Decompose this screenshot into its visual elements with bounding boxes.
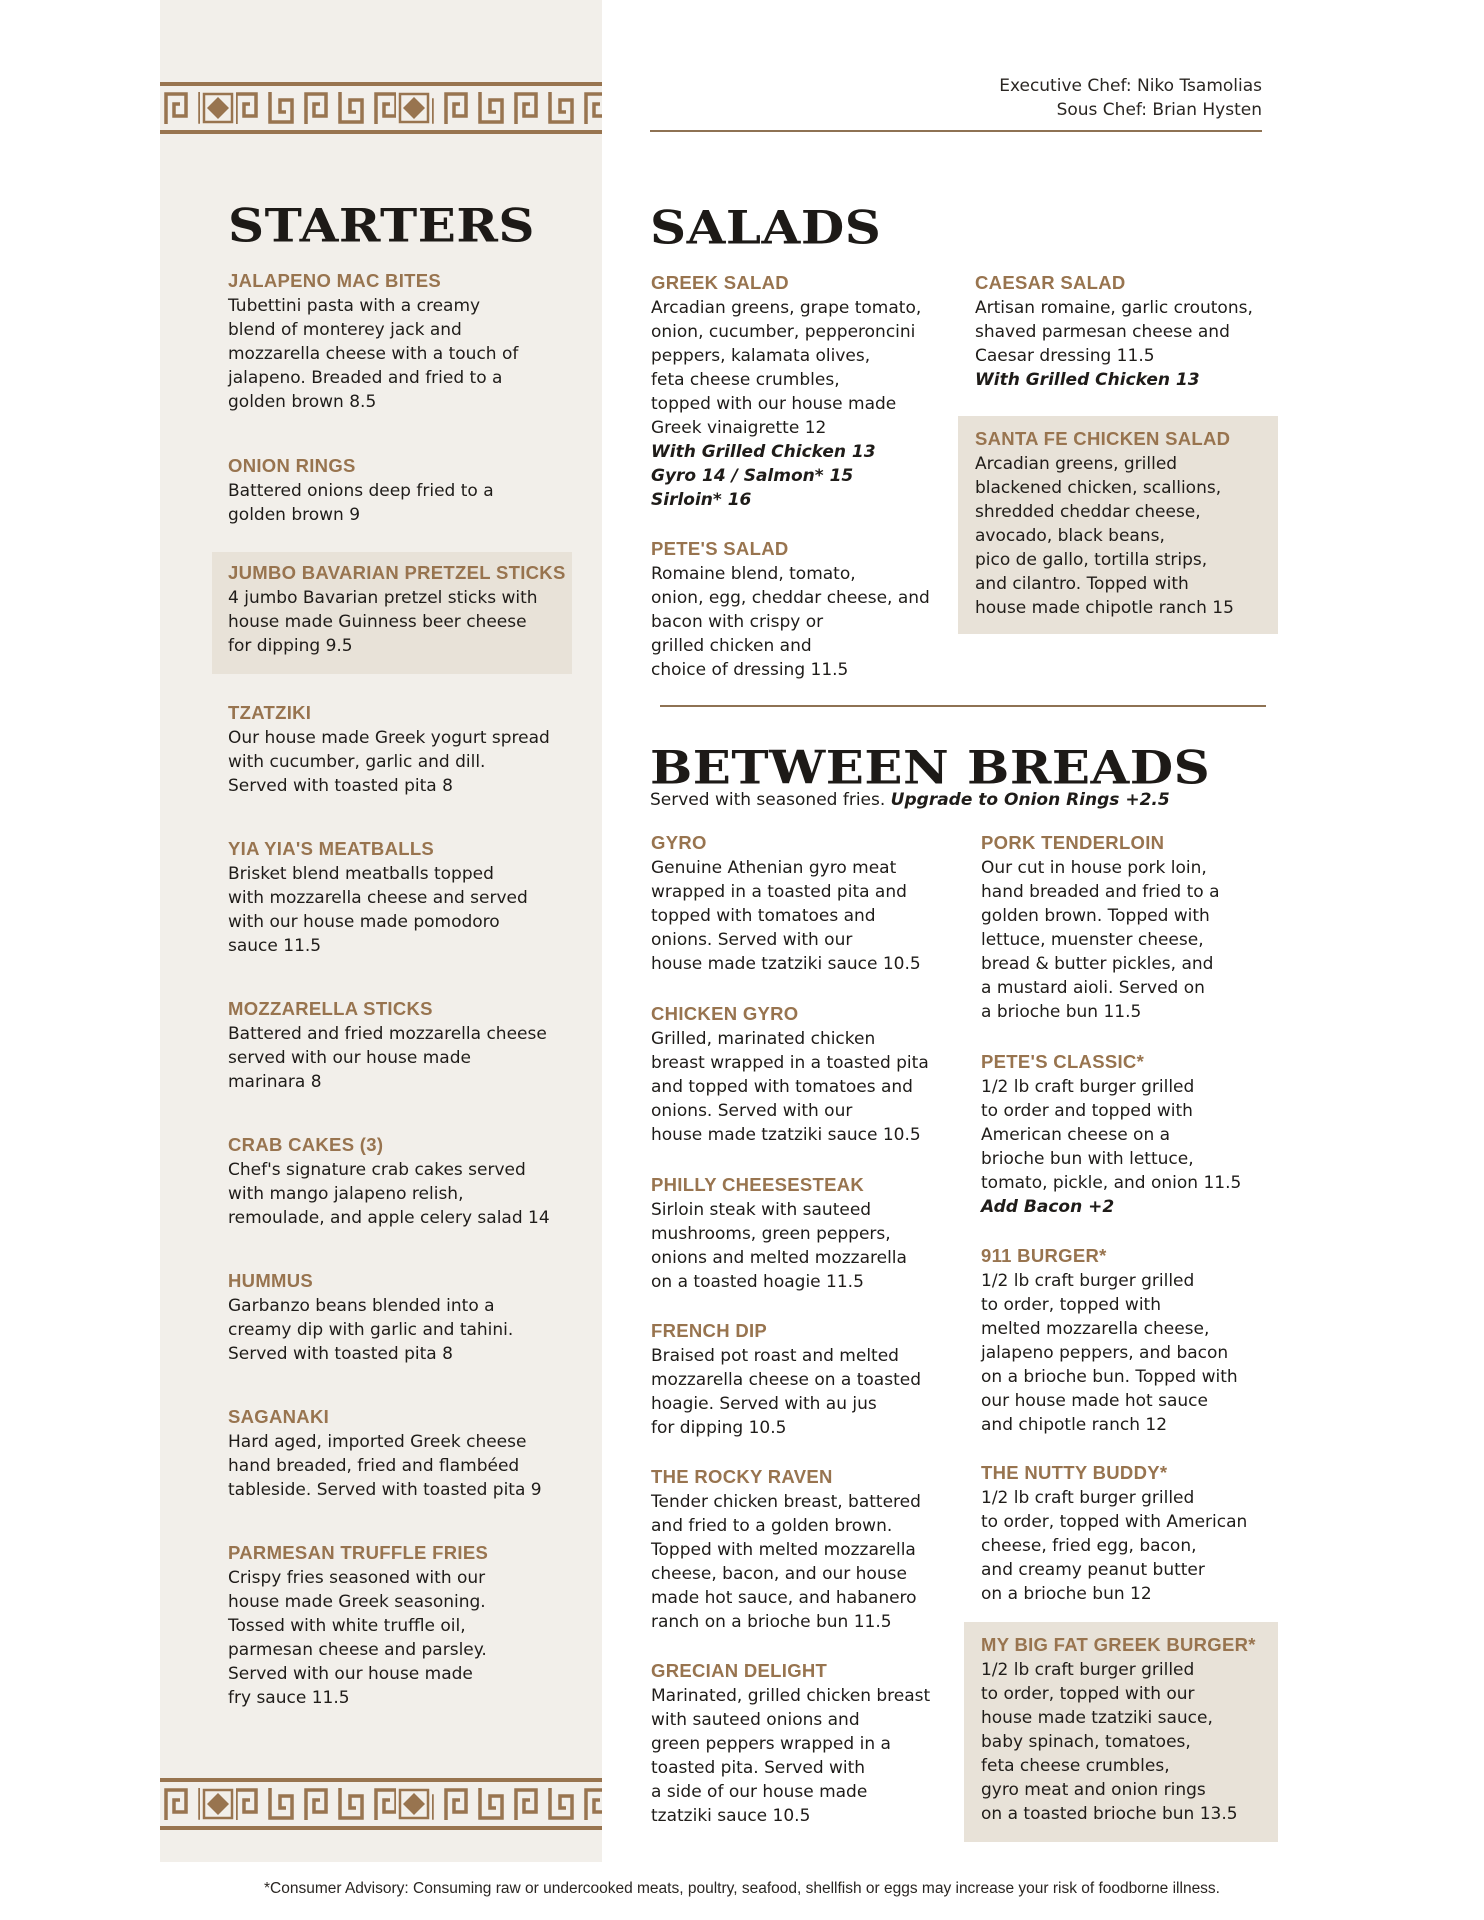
item-name: GYRO (651, 832, 707, 853)
item-name: PHILLY CHEESESTEAK (651, 1174, 865, 1195)
item-name: CAESAR SALAD (975, 272, 1126, 293)
item-description: Artisan romaine, garlic croutons, shaved parmesan cheese and Caesar dressing 11.5 (975, 298, 1253, 366)
item-name: THE ROCKY RAVEN (651, 1466, 833, 1487)
executive-chef: Executive Chef: Niko Tsamolias (999, 76, 1262, 96)
item-addons: Add Bacon +2 (981, 1197, 1115, 1217)
menu-item (228, 998, 588, 1094)
menu-item (651, 832, 961, 976)
item-name: ONION RINGS (228, 455, 356, 476)
item-name: 911 BURGER* (981, 1245, 1107, 1266)
item-name: MY BIG FAT GREEK BURGER* (981, 1634, 1256, 1655)
menu-item (228, 838, 588, 958)
menu-item-featured (958, 416, 1278, 634)
item-description: 1/2 lb craft burger grilled to order, topped with our house made tzatziki sauce, baby spinach, tomatoes, feta cheese crumbles, gyro meat and onion rings on a toasted brioche bun 13.5 (981, 1660, 1238, 1824)
greek-key-border-top (160, 82, 602, 134)
item-description: Genuine Athenian gyro meat wrapped in a toasted pita and topped with tomatoes and onions. Served with our house made tzatziki sauce 10.5 (651, 858, 921, 974)
item-description: 4 jumbo Bavarian pretzel sticks with house made Guinness beer cheese for dipping 9.5 (228, 588, 538, 656)
item-description: Tender chicken breast, battered and fried to a golden brown. Topped with melted mozzarella cheese, bacon, and our house made hot sauce, and habanero ranch on a brioche bun 11.5 (651, 1492, 921, 1632)
item-name: FRENCH DIP (651, 1320, 768, 1341)
item-description: Chef's signature crab cakes served with mango jalapeno relish, remoulade, and apple celery salad 14 (228, 1160, 550, 1228)
item-description: Brisket blend meatballs topped with mozzarella cheese and served with our house made pomodoro sauce 11.5 (228, 864, 528, 956)
item-description: Our cut in house pork loin, hand breaded and fried to a golden brown. Topped with lettuce, muenster cheese, bread & butter pickles, and a mustard aioli. Served on a brioche bun 11.5 (981, 858, 1220, 1022)
greek-key-border-bottom (160, 1778, 602, 1830)
item-description: Battered onions deep fried to a golden brown 9 (228, 481, 494, 525)
sous-chef: Sous Chef: Brian Hysten (1056, 100, 1262, 120)
menu-item (228, 1542, 588, 1710)
sides-note: Served with seasoned fries. (650, 790, 886, 810)
menu-item (228, 455, 588, 527)
between-breads-subtitle (650, 789, 1170, 811)
item-description: Arcadian greens, grilled blackened chicken, scallions, shredded cheddar cheese, avocado, black beans, pico de gallo, tortilla strips, and cilantro. Topped with house made chipotle ranch 15 (975, 454, 1234, 618)
menu-item (228, 1270, 588, 1366)
chef-credits (999, 74, 1262, 122)
item-description: Battered and fried mozzarella cheese served with our house made marinara 8 (228, 1024, 547, 1092)
item-name: MOZZARELLA STICKS (228, 998, 433, 1019)
item-description: Tubettini pasta with a creamy blend of monterey jack and mozzarella cheese with a touch of jalapeno. Breaded and fried to a golden brown 8.5 (228, 296, 519, 412)
item-name: JALAPENO MAC BITES (228, 270, 442, 291)
salads-title: SALADS (650, 200, 882, 255)
menu-item (651, 1003, 961, 1147)
menu-item (651, 1466, 961, 1634)
item-name: HUMMUS (228, 1270, 314, 1291)
item-description: 1/2 lb craft burger grilled to order, topped with American cheese, fried egg, bacon, and creamy peanut butter on a brioche bun 12 (981, 1488, 1248, 1604)
header-divider (650, 130, 1262, 132)
item-description: Hard aged, imported Greek cheese hand breaded, fried and flambéed tableside. Served with toasted pita 9 (228, 1432, 542, 1500)
menu-item (228, 702, 588, 798)
item-name: CHICKEN GYRO (651, 1003, 799, 1024)
consumer-advisory: *Consumer Advisory: Consuming raw or undercooked meats, poultry, seafood, shellfish or eggs may increase your risk of foodborne illness. (263, 1880, 1220, 1897)
menu-item (651, 272, 951, 512)
item-description: Grilled, marinated chicken breast wrapped in a toasted pita and topped with tomatoes and onions. Served with our house made tzatziki sauce 10.5 (651, 1029, 929, 1145)
item-description: Crispy fries seasoned with our house made Greek seasoning. Tossed with white truffle oil, parmesan cheese and parsley. Served with our house made fry sauce 11.5 (228, 1568, 487, 1708)
menu-item (228, 270, 588, 414)
item-name: GREEK SALAD (651, 272, 789, 293)
menu-item (981, 1051, 1271, 1219)
item-name: CRAB CAKES (3) (228, 1134, 384, 1155)
menu-item (651, 538, 951, 682)
item-name: TZATZIKI (228, 702, 312, 723)
menu-item-featured (212, 552, 572, 674)
section-divider (660, 705, 1266, 707)
menu-item (981, 1462, 1271, 1606)
menu-item (975, 272, 1275, 392)
menu-item (228, 1134, 598, 1230)
item-description: Romaine blend, tomato, onion, egg, cheddar cheese, and bacon with crispy or grilled chicken and choice of dressing 11.5 (651, 564, 930, 680)
item-name: PETE'S CLASSIC* (981, 1051, 1145, 1072)
item-name: PETE'S SALAD (651, 538, 789, 559)
item-name: PORK TENDERLOIN (981, 832, 1165, 853)
menu-item (981, 1245, 1271, 1437)
menu-item-featured (964, 1622, 1278, 1842)
item-description: 1/2 lb craft burger grilled to order, topped with melted mozzarella cheese, jalapeno peppers, and bacon on a brioche bun. Topped with our house made hot sauce and chipotle ranch 12 (981, 1271, 1238, 1435)
menu-item (651, 1660, 961, 1828)
item-description: Our house made Greek yogurt spread with cucumber, garlic and dill. Served with toasted pita 8 (228, 728, 550, 796)
item-addons: With Grilled Chicken 13 (975, 370, 1200, 390)
menu-item (981, 832, 1271, 1024)
menu-item (651, 1320, 961, 1440)
item-name: YIA YIA'S MEATBALLS (228, 838, 435, 859)
between-breads-title: BETWEEN BREADS (650, 740, 1211, 795)
item-description: Arcadian greens, grape tomato, onion, cucumber, pepperoncini peppers, kalamata olives, feta cheese crumbles, topped with our house made Greek vinaigrette 12 (651, 298, 922, 438)
starters-title: STARTERS (228, 198, 536, 253)
item-name: SAGANAKI (228, 1406, 330, 1427)
item-name: THE NUTTY BUDDY* (981, 1462, 1168, 1483)
item-name: SANTA FE CHICKEN SALAD (975, 428, 1231, 449)
item-name: GRECIAN DELIGHT (651, 1660, 828, 1681)
item-description: Garbanzo beans blended into a creamy dip with garlic and tahini. Served with toasted pita 8 (228, 1296, 514, 1364)
upgrade-note: Upgrade to Onion Rings +2.5 (890, 790, 1170, 810)
item-description: Marinated, grilled chicken breast with sauteed onions and green peppers wrapped in a toasted pita. Served with a side of our house made tzatziki sauce 10.5 (651, 1686, 931, 1826)
menu-item (228, 1406, 598, 1502)
item-description: 1/2 lb craft burger grilled to order and topped with American cheese on a brioche bun with lettuce, tomato, pickle, and onion 11.5 (981, 1077, 1242, 1193)
item-description: Sirloin steak with sauteed mushrooms, green peppers, onions and melted mozzarella on a toasted hoagie 11.5 (651, 1200, 907, 1292)
menu-item (651, 1174, 961, 1294)
item-description: Braised pot roast and melted mozzarella cheese on a toasted hoagie. Served with au jus for dipping 10.5 (651, 1346, 921, 1438)
item-name: JUMBO BAVARIAN PRETZEL STICKS (228, 562, 566, 583)
item-addons: With Grilled Chicken 13 Gyro 14 / Salmon* 15 Sirloin* 16 (651, 442, 876, 510)
item-name: PARMESAN TRUFFLE FRIES (228, 1542, 489, 1563)
